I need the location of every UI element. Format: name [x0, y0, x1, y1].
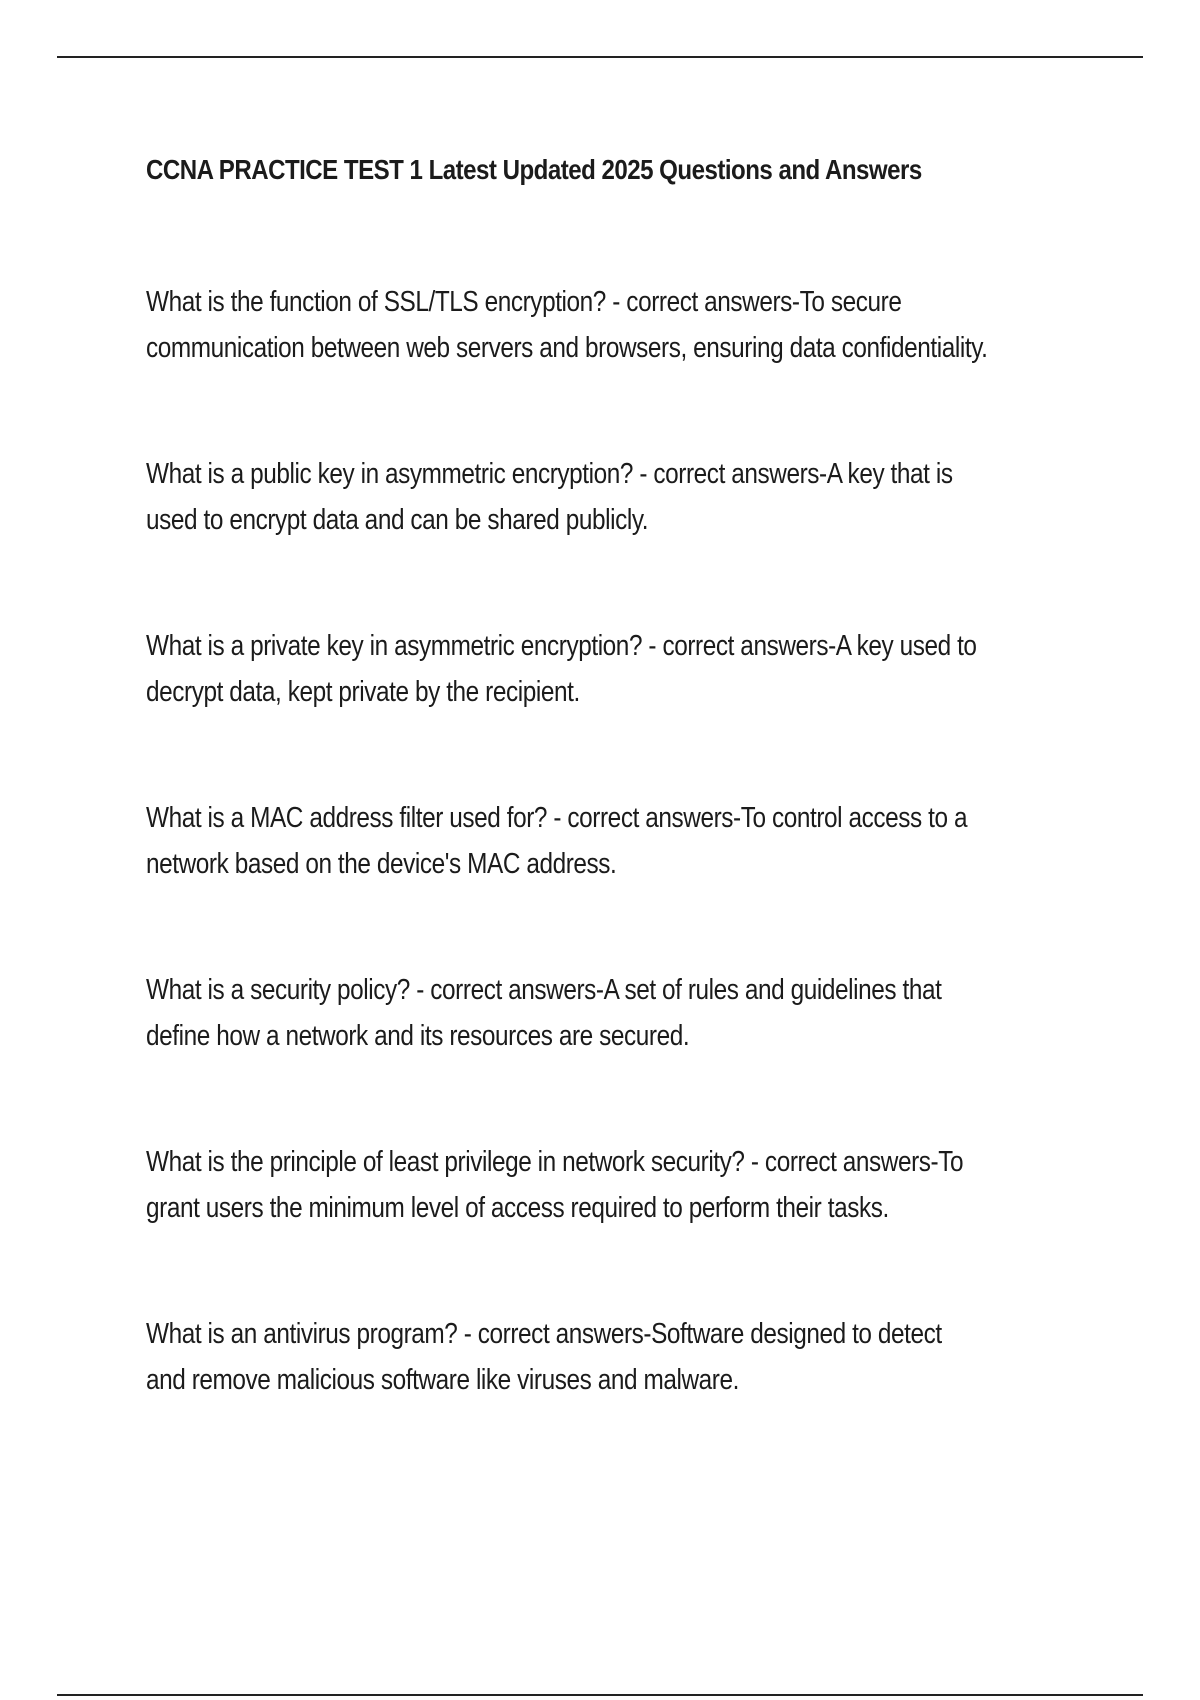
qa-text-line: What is a MAC address filter used for? - correct answers-To control access to a — [146, 802, 968, 834]
qa-text-line: and remove malicious software like viruses and malware. — [146, 1364, 739, 1396]
qa-text-line: decrypt data, kept private by the recipient. — [146, 676, 580, 708]
page-content — [146, 148, 1106, 1483]
qa-text-line: What is an antivirus program? - correct answers-Software designed to detect — [146, 1318, 942, 1350]
qa-text-line: What is a security policy? - correct answers-A set of rules and guidelines that — [146, 974, 942, 1006]
qa-text-line: network based on the device's MAC address. — [146, 848, 617, 880]
qa-text-line: communication between web servers and browsers, ensuring data confidentiality. — [146, 332, 988, 364]
qa-text-line: define how a network and its resources are secured. — [146, 1020, 690, 1052]
qa-item — [146, 1311, 1087, 1403]
qa-item — [146, 967, 1087, 1059]
qa-text-line: grant users the minimum level of access required to perform their tasks. — [146, 1192, 889, 1224]
qa-text-line: What is a public key in asymmetric encryption? - correct answers-A key that is — [146, 458, 953, 490]
qa-list — [146, 279, 1106, 1403]
top-divider — [57, 56, 1143, 58]
qa-item — [146, 795, 1087, 887]
qa-item — [146, 623, 1087, 715]
qa-text-line: What is the principle of least privilege in network security? - correct answers-To — [146, 1146, 964, 1178]
qa-text-line: What is a private key in asymmetric encryption? - correct answers-A key used to — [146, 630, 977, 662]
document-title: CCNA PRACTICE TEST 1 Latest Updated 2025 Questions and Answers — [146, 154, 922, 185]
qa-text-line: What is the function of SSL/TLS encryption? - correct answers-To secure — [146, 286, 902, 318]
qa-item — [146, 1139, 1087, 1231]
bottom-divider — [57, 1694, 1143, 1696]
qa-text-line: used to encrypt data and can be shared publicly. — [146, 504, 649, 536]
qa-item — [146, 451, 1087, 543]
qa-item — [146, 279, 1087, 371]
